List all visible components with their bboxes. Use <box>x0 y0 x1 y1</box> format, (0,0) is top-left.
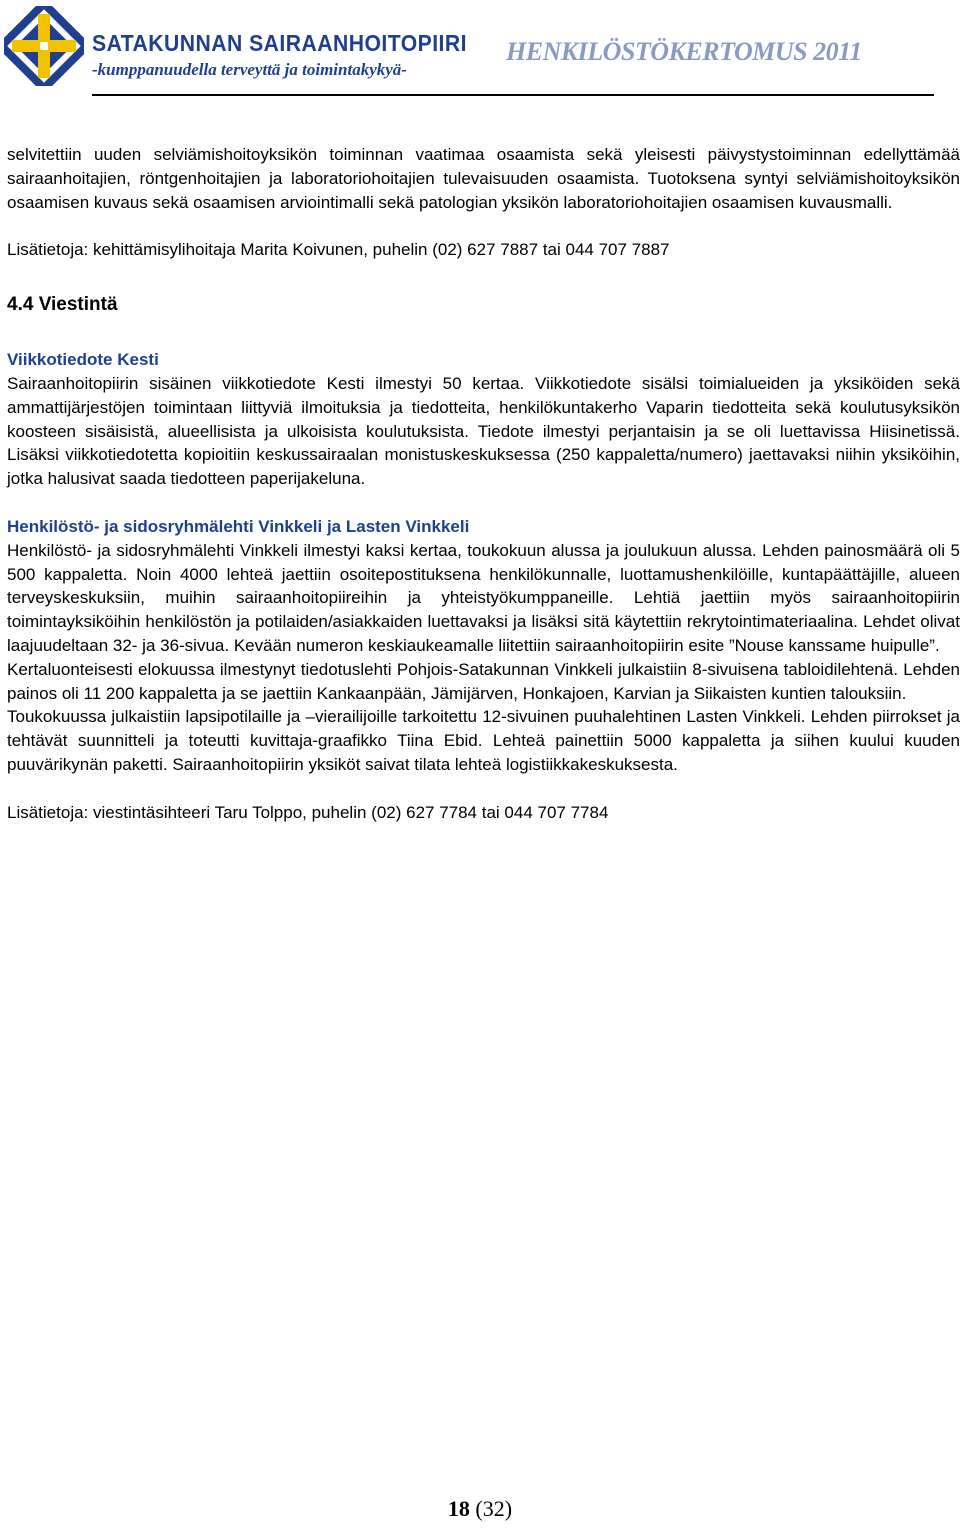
page-footer <box>0 1496 960 1522</box>
page-header <box>0 0 960 100</box>
section-heading: 4.4 Viestintä <box>7 294 118 316</box>
total-pages: (32) <box>475 1496 513 1521</box>
paragraph-pohjois-vinkkeli: Kertaluonteisesti elokuussa ilmestynyt tiedotuslehti Pohjois-Satakunnan Vinkkeli julkaistiin 8-sivuisena tabloidilehtenä. Lehden painos oli 11 200 kappaletta ja se jaettiin Kankaanpään, Jämijärven, Honkajoen, Karvian ja Siikaisten kuntien talouksiin. <box>7 659 960 703</box>
paragraph-kesti: Sairaanhoitopiirin sisäinen viikkotiedote Kesti ilmestyi 50 kertaa. Viikkotiedote sisälsi toimialueiden ja yksiköiden sekä ammattijärjestöjen toimintaan liittyviä ilmoituksia ja tiedotteita, henkilökuntakerho Vaparin tiedotteita sekä koulutusyksikön koosteen sisäisistä, alueellisista ja ulkoisista koulutuksista. Tiedote ilmestyi perjantaisin ja se oli luettavissa Hiisinetissä. Lisäksi viikkotiedotetta kopioitiin keskussairaalan monistuskeskuksessa (250 kappaletta/numero) jaettavaksi niihin yksiköihin, jotka halusivat saada tiedotteen paperijakeluna. <box>7 373 960 489</box>
contact-info: Lisätietoja: kehittämisylihoitaja Marita Koivunen, puhelin (02) 627 7887 tai 044 707 7887 <box>7 240 670 260</box>
organization-name: SATAKUNNAN SAIRAANHOITOPIIRI <box>92 30 467 56</box>
intro-paragraph: selvitettiin uuden selviämishoitoyksikön toiminnan vaatimaa osaamista sekä yleisesti päivystystoiminnan edellyttämää sairaanhoitajien, röntgenhoitajien ja laboratoriohoitajien tulevaisuuden osaamista. Tuotoksena syntyi selviämishoitoyksikön osaamisen kuvaus sekä osaamisen arviointimalli sekä patologian yksikön laboratoriohoitajien osaamisen kuvausmalli. <box>7 145 960 212</box>
contact-info: Lisätietoja: viestintäsihteeri Taru Tolppo, puhelin (02) 627 7784 tai 044 707 7784 <box>7 802 609 822</box>
organization-logo-icon <box>4 6 84 86</box>
paragraph-lasten-vinkkeli: Toukokuussa julkaistiin lapsipotilaille ja –vierailijoille tarkoitettu 12-sivuinen puuhalehtinen Lasten Vinkkeli. Lehden piirrokset ja tehtävät suunnitteli ja toteutti kuvittaja-graafikko Tiina Ebid. Lehteä painettiin 5000 kappaletta ja siihen kuului kuuden puuvärikynän paketti. Sairaanhoitopiirin yksiköt saivat tilata lehteä logistiikkakeskuksesta. <box>7 707 960 774</box>
page-number: 18 <box>447 1496 470 1521</box>
document-body <box>7 143 960 825</box>
report-title: HENKILÖSTÖKERTOMUS 2011 <box>506 37 862 66</box>
organization-slogan: -kumppanuudella terveyttä ja toimintakykyä- <box>92 60 407 79</box>
paragraph-vinkkeli: Henkilöstö- ja sidosryhmälehti Vinkkeli ilmestyi kaksi kertaa, toukokuun alussa ja joulukuun alussa. Lehden painosmäärä oli 5 500 kappaletta. Noin 4000 lehteä jaettiin osoitepostituksena henkilökunnalle, luottamushenkilöille, kuntapäättäjille, alueen terveyskeskuksiin, muihin sairaanhoitopiireihin ja yhteistyökumppaneille. Lehtiä jaettiin myös sairaanhoitopiirin toimintayksiköihin henkilöstön ja potilaiden/asiakkaiden luettavaksi ja lisäksi sitä käytettiin rekrytointimateriaalina. Lehdet olivat laajuudeltaan 32- ja 36-sivua. Kevään numeron keskiaukeamalle liitettiin sairaanhoitopiirin esite ”Nouse kanssame huipulle”. <box>7 540 960 655</box>
subheading-vinkkeli: Henkilöstö- ja sidosryhmälehti Vinkkeli ja Lasten Vinkkeli <box>7 516 470 536</box>
subheading-kesti: Viikkotiedote Kesti <box>7 350 159 370</box>
header-divider <box>92 94 934 96</box>
